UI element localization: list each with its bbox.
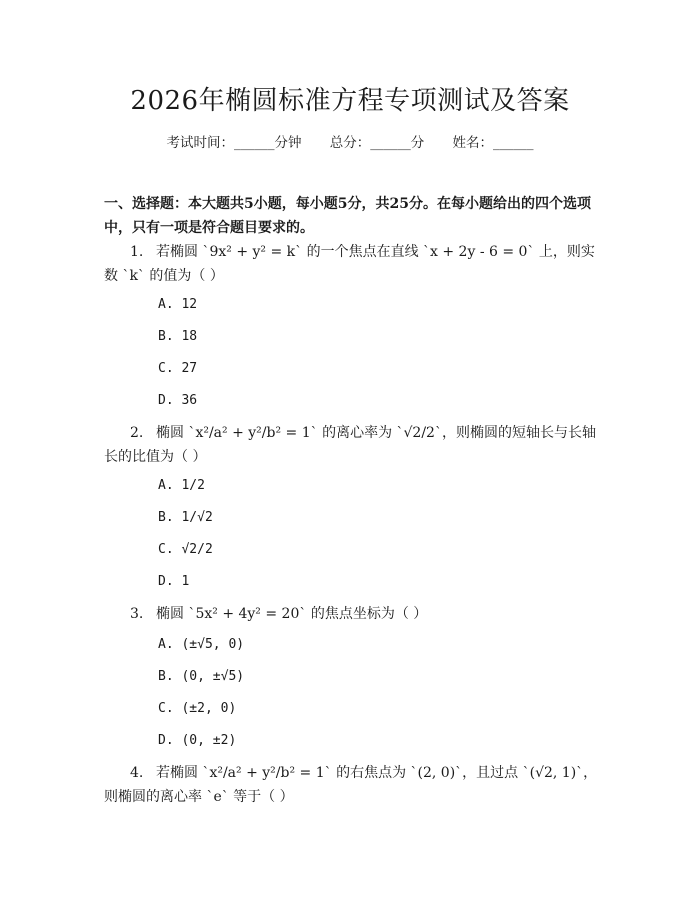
option-3b: B. (0, ±√5) <box>158 669 245 684</box>
question-text: 椭圆 `x²/a² + y²/b² = 1` 的离心率为 `√2/2`，则椭圆的短轴长与长轴长的比值为（ ） <box>104 425 596 465</box>
option-1b: B. 18 <box>158 329 198 344</box>
exam-meta <box>0 131 700 151</box>
exam-score: 总分：______分 <box>329 135 425 151</box>
option-3d: D. (0, ±2) <box>158 733 237 748</box>
option-1c: C. 27 <box>158 361 198 376</box>
exam-time: 考试时间：______分钟 <box>166 135 302 151</box>
question-text: 若椭圆 `x²/a² + y²/b² = 1` 的右焦点为 `(2, 0)`，且过点 `(√2, 1)`，则椭圆的离心率 `e` 等于（ ） <box>104 765 598 805</box>
question-number: 2. <box>130 425 144 441</box>
option-2c: C. √2/2 <box>158 542 213 557</box>
question-number: 1. <box>130 244 144 260</box>
question-text: 若椭圆 `9x² + y² = k` 的一个焦点在直线 `x + 2y - 6 = 0` 上，则实数 `k` 的值为（ ） <box>104 244 595 284</box>
option-1a: A. 12 <box>158 297 198 312</box>
option-3c: C. (±2, 0) <box>158 701 237 716</box>
section-heading: 一、选择题：本大题共5小题，每小题5分，共25分。在每小题给出的四个选项中，只有一项是符合题目要求的。 <box>104 196 591 236</box>
question-number: 3. <box>130 606 144 622</box>
question-number: 4. <box>130 765 144 781</box>
option-2d: D. 1 <box>158 574 190 589</box>
option-1d: D. 36 <box>158 393 198 408</box>
exam-name: 姓名：______ <box>452 135 534 151</box>
question-4 <box>104 761 599 809</box>
question-text: 椭圆 `5x² + 4y² = 20` 的焦点坐标为（ ） <box>156 606 428 622</box>
question-3 <box>104 602 599 626</box>
question-1 <box>104 240 599 288</box>
page-title: 2026年椭圆标准方程专项测试及答案 <box>130 86 570 116</box>
option-2a: A. 1/2 <box>158 478 205 493</box>
option-3a: A. (±√5, 0) <box>158 637 245 652</box>
option-2b: B. 1/√2 <box>158 510 213 525</box>
question-2 <box>104 421 599 469</box>
